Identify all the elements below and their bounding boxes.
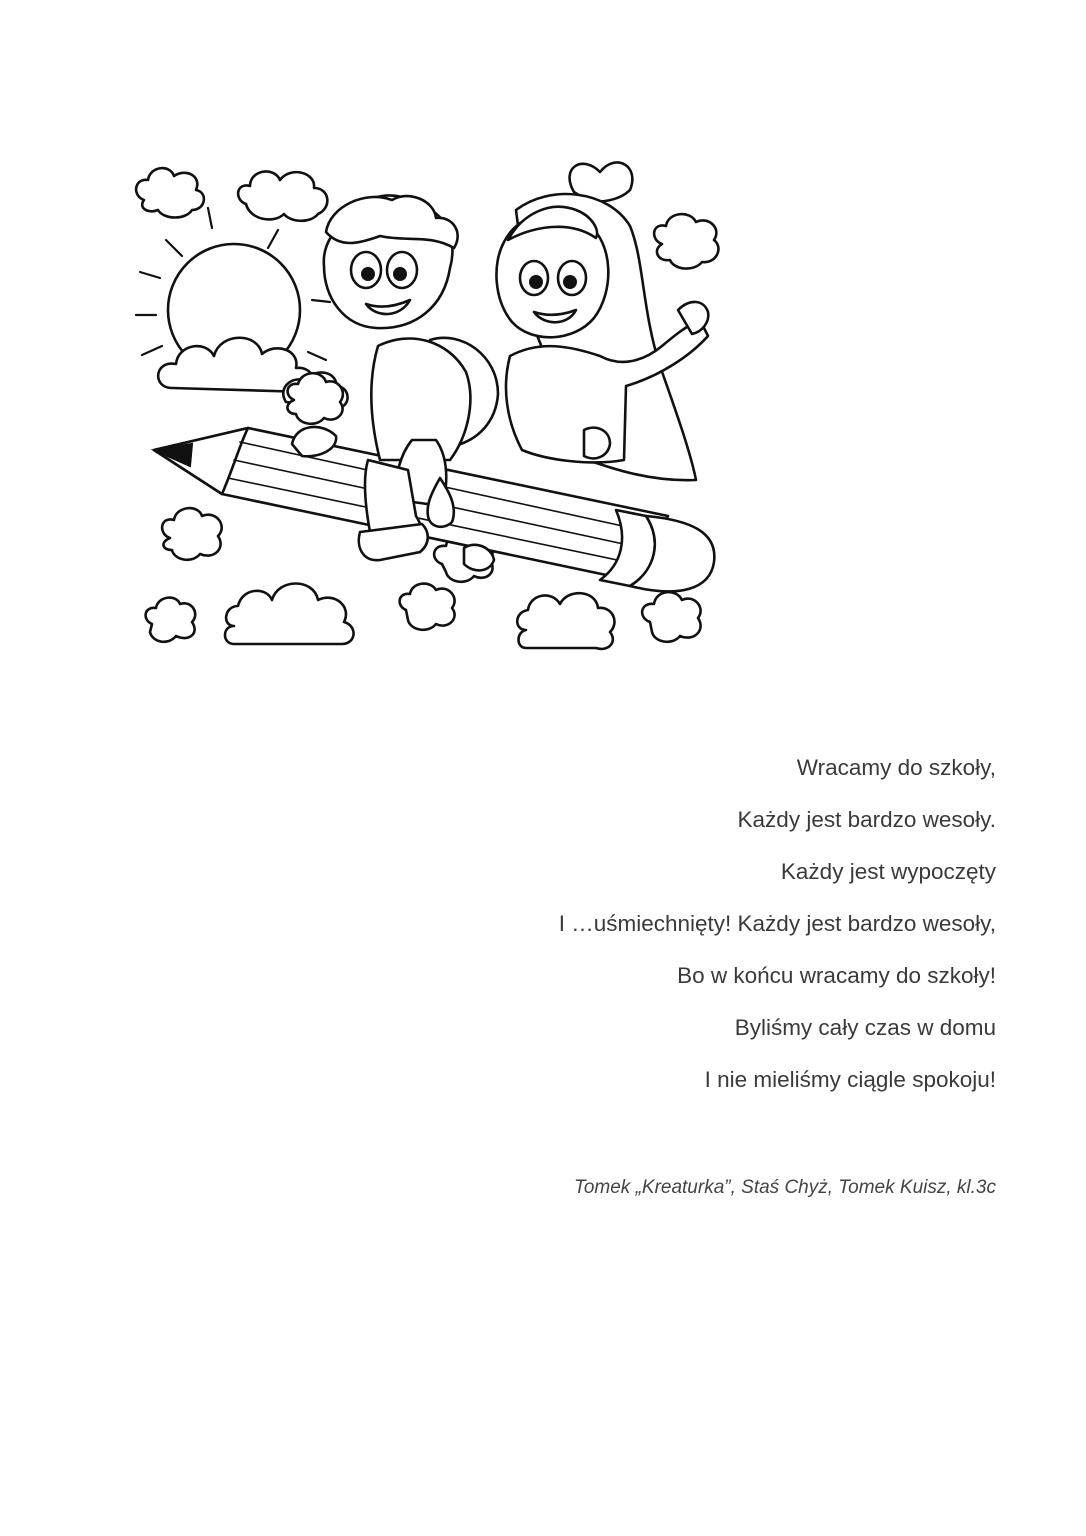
- cloud-bottom-3: [225, 584, 354, 645]
- cloud-bottom-2: [146, 598, 196, 642]
- poem: [559, 755, 996, 1119]
- poem-line-7: I nie mieliśmy ciągle spokoju!: [704, 1067, 996, 1092]
- cloud-bottom-5: [517, 593, 614, 649]
- cloud-top-right: [654, 214, 718, 268]
- poem-line-5: Bo w końcu wracamy do szkoły!: [677, 963, 996, 988]
- poem-line-3: Każdy jest wypoczęty: [780, 859, 996, 884]
- cloud-bottom-6: [642, 592, 700, 642]
- coloring-illustration: [130, 160, 730, 660]
- cloud-bottom-1: [162, 508, 222, 560]
- poem-line-6: Byliśmy cały czas w domu: [734, 1015, 996, 1040]
- poem-line-1: Wracamy do szkoły,: [796, 755, 996, 780]
- poem-line-2: Każdy jest bardzo wesoły.: [737, 807, 996, 832]
- poem-author: Tomek „Kreaturka”, Staś Chyż, Tomek Kuisz, kl.3c: [573, 1177, 996, 1198]
- cloud-bottom-4: [400, 584, 455, 630]
- cloud-top-middle: [238, 171, 327, 220]
- poem-line-4: I …uśmiechnięty! Każdy jest bardzo wesoły,: [558, 911, 996, 936]
- cloud-top-left: [136, 168, 204, 217]
